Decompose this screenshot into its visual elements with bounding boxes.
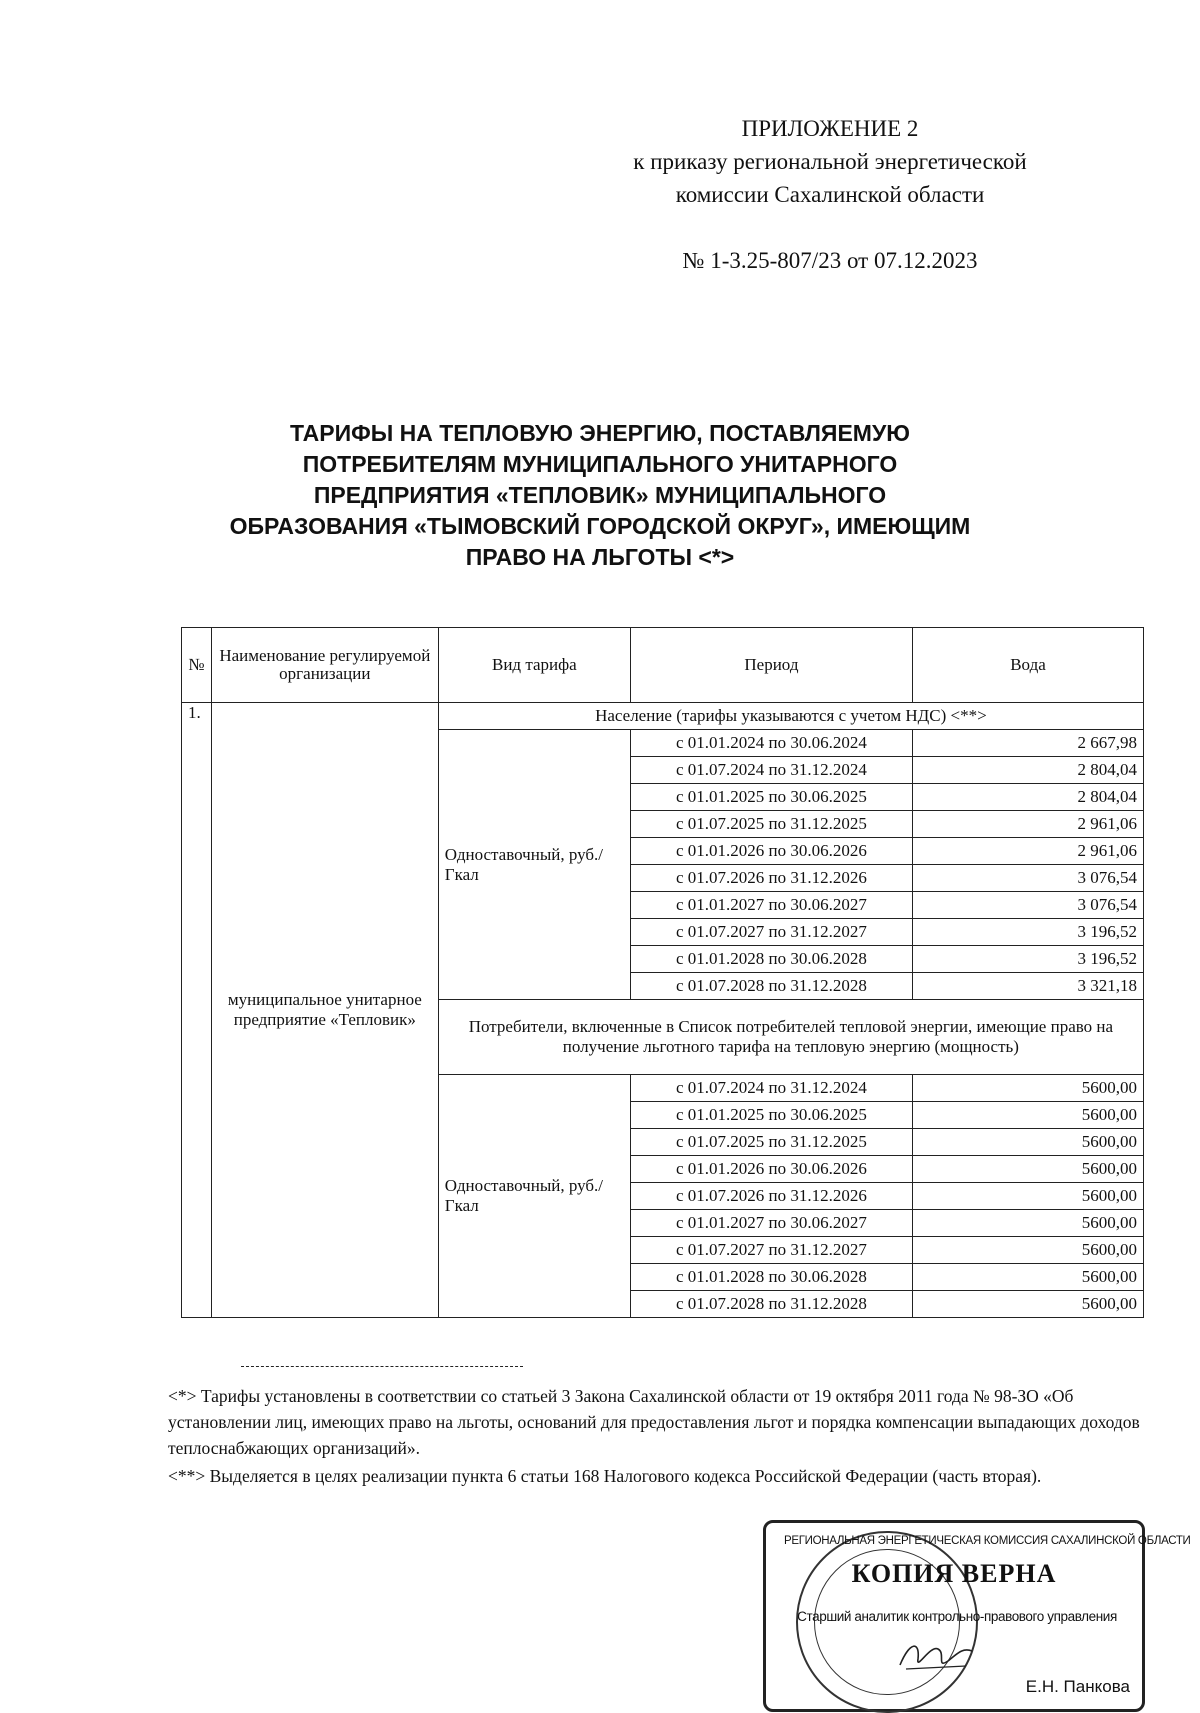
water-tariff-cell: 3 076,54: [912, 892, 1143, 919]
header-period: Период: [630, 628, 912, 703]
stamp-signatory-name: Е.Н. Панкова: [1025, 1677, 1130, 1696]
water-tariff-cell: 5600,00: [912, 1129, 1143, 1156]
water-tariff-cell: 3 196,52: [912, 946, 1143, 973]
signature-icon: [896, 1635, 976, 1675]
period-cell: с 01.01.2027 по 30.06.2027: [630, 892, 912, 919]
water-tariff-cell: 5600,00: [912, 1237, 1143, 1264]
water-tariff-cell: 5600,00: [912, 1156, 1143, 1183]
section-title: Потребители, включенные в Список потребителей тепловой энергии, имеющие право на получение льготного тарифа на тепловую энергию (мощность): [438, 1000, 1143, 1075]
water-tariff-cell: 5600,00: [912, 1102, 1143, 1129]
header-water: Вода: [912, 628, 1143, 703]
water-tariff-cell: 5600,00: [912, 1291, 1143, 1318]
appendix-header: [555, 112, 1105, 211]
order-number: № 1-3.25-807/23 от 07.12.2023: [682, 248, 978, 273]
organization-name: муниципальное унитарное предприятие «Тепловик»: [211, 703, 438, 1318]
footnote-separator: [241, 1366, 523, 1367]
water-tariff-cell: 3 076,54: [912, 865, 1143, 892]
period-cell: с 01.01.2027 по 30.06.2027: [630, 1210, 912, 1237]
section-title: Население (тарифы указываются с учетом НДС) <**>: [438, 703, 1143, 730]
water-tariff-cell: 2 961,06: [912, 838, 1143, 865]
title-line: ОБРАЗОВАНИЯ «ТЫМОВСКИЙ ГОРОДСКОЙ ОКРУГ», ИМЕЮЩИМ: [229, 513, 971, 539]
water-tariff-cell: 5600,00: [912, 1210, 1143, 1237]
water-tariff-cell: 5600,00: [912, 1264, 1143, 1291]
period-cell: с 01.07.2025 по 31.12.2025: [630, 811, 912, 838]
table-header-row: [182, 628, 1144, 703]
period-cell: с 01.07.2024 по 31.12.2024: [630, 1075, 912, 1102]
stamp-copy-text: КОПИЯ ВЕРНА: [851, 1559, 1057, 1588]
footnote-2: <**> Выделяется в целях реализации пункта 6 статьи 168 Налогового кодекса Российской Федерации (часть вторая).: [168, 1466, 1042, 1486]
water-tariff-cell: 3 196,52: [912, 919, 1143, 946]
water-tariff-cell: 3 321,18: [912, 973, 1143, 1000]
stamp-role: Старший аналитик контрольно-правового управления: [797, 1609, 1117, 1624]
header-tariff-kind: Вид тарифа: [438, 628, 630, 703]
period-cell: с 01.07.2027 по 31.12.2027: [630, 919, 912, 946]
water-tariff-cell: 2 804,04: [912, 757, 1143, 784]
tariff-kind: Одноставочный, руб./Гкал: [438, 1075, 630, 1318]
document-title: [120, 418, 1080, 573]
water-tariff-cell: 2 667,98: [912, 730, 1143, 757]
appendix-line-3: комиссии Сахалинской области: [675, 182, 985, 207]
period-cell: с 01.07.2026 по 31.12.2026: [630, 1183, 912, 1210]
water-tariff-cell: 5600,00: [912, 1075, 1143, 1102]
tariff-table-body: [182, 703, 1144, 1318]
tariff-table: [181, 627, 1144, 1318]
period-cell: с 01.07.2028 по 31.12.2028: [630, 973, 912, 1000]
water-tariff-cell: 2 961,06: [912, 811, 1143, 838]
period-cell: с 01.01.2028 по 30.06.2028: [630, 946, 912, 973]
period-cell: с 01.01.2025 по 30.06.2025: [630, 784, 912, 811]
certification-stamp: [763, 1520, 1191, 1712]
period-cell: с 01.07.2028 по 31.12.2028: [630, 1291, 912, 1318]
period-cell: с 01.07.2026 по 31.12.2026: [630, 865, 912, 892]
period-cell: с 01.01.2026 по 30.06.2026: [630, 1156, 912, 1183]
water-tariff-cell: 2 804,04: [912, 784, 1143, 811]
tariff-kind: Одноставочный, руб./Гкал: [438, 730, 630, 1000]
period-cell: с 01.01.2025 по 30.06.2025: [630, 1102, 912, 1129]
period-cell: с 01.07.2027 по 31.12.2027: [630, 1237, 912, 1264]
water-tariff-cell: 5600,00: [912, 1183, 1143, 1210]
header-organization: Наименование регулируемой организации: [211, 628, 438, 703]
period-cell: с 01.01.2026 по 30.06.2026: [630, 838, 912, 865]
section-row: [182, 703, 1144, 730]
appendix-title: ПРИЛОЖЕНИЕ 2: [741, 116, 919, 141]
period-cell: с 01.01.2024 по 30.06.2024: [630, 730, 912, 757]
title-line: ПРАВО НА ЛЬГОТЫ <*>: [465, 544, 735, 570]
period-cell: с 01.01.2028 по 30.06.2028: [630, 1264, 912, 1291]
title-line: ПОТРЕБИТЕЛЯМ МУНИЦИПАЛЬНОГО УНИТАРНОГО: [302, 451, 898, 477]
title-line: ПРЕДПРИЯТИЯ «ТЕПЛОВИК» МУНИЦИПАЛЬНОГО: [313, 482, 887, 508]
row-number: 1.: [182, 703, 212, 1318]
period-cell: с 01.07.2025 по 31.12.2025: [630, 1129, 912, 1156]
title-line: ТАРИФЫ НА ТЕПЛОВУЮ ЭНЕРГИЮ, ПОСТАВЛЯЕМУЮ: [290, 420, 910, 446]
appendix-line-2: к приказу региональной энергетической: [633, 149, 1027, 174]
stamp-organization: РЕГИОНАЛЬНАЯ ЭНЕРГЕТИЧЕСКАЯ КОМИССИЯ САХАЛИНСКОЙ ОБЛАСТИ: [784, 1535, 1191, 1547]
period-cell: с 01.07.2024 по 31.12.2024: [630, 757, 912, 784]
header-num: №: [182, 628, 212, 703]
footnote-1: <*> Тарифы установлены в соответствии со статьей 3 Закона Сахалинской области от 19 октября 2011 года № 98-ЗО «Об установлении лиц, имеющих право на льготы, оснований для предоставления льгот и порядка компенсации выпадающих доходов теплоснабжающих организаций».: [168, 1386, 1140, 1458]
